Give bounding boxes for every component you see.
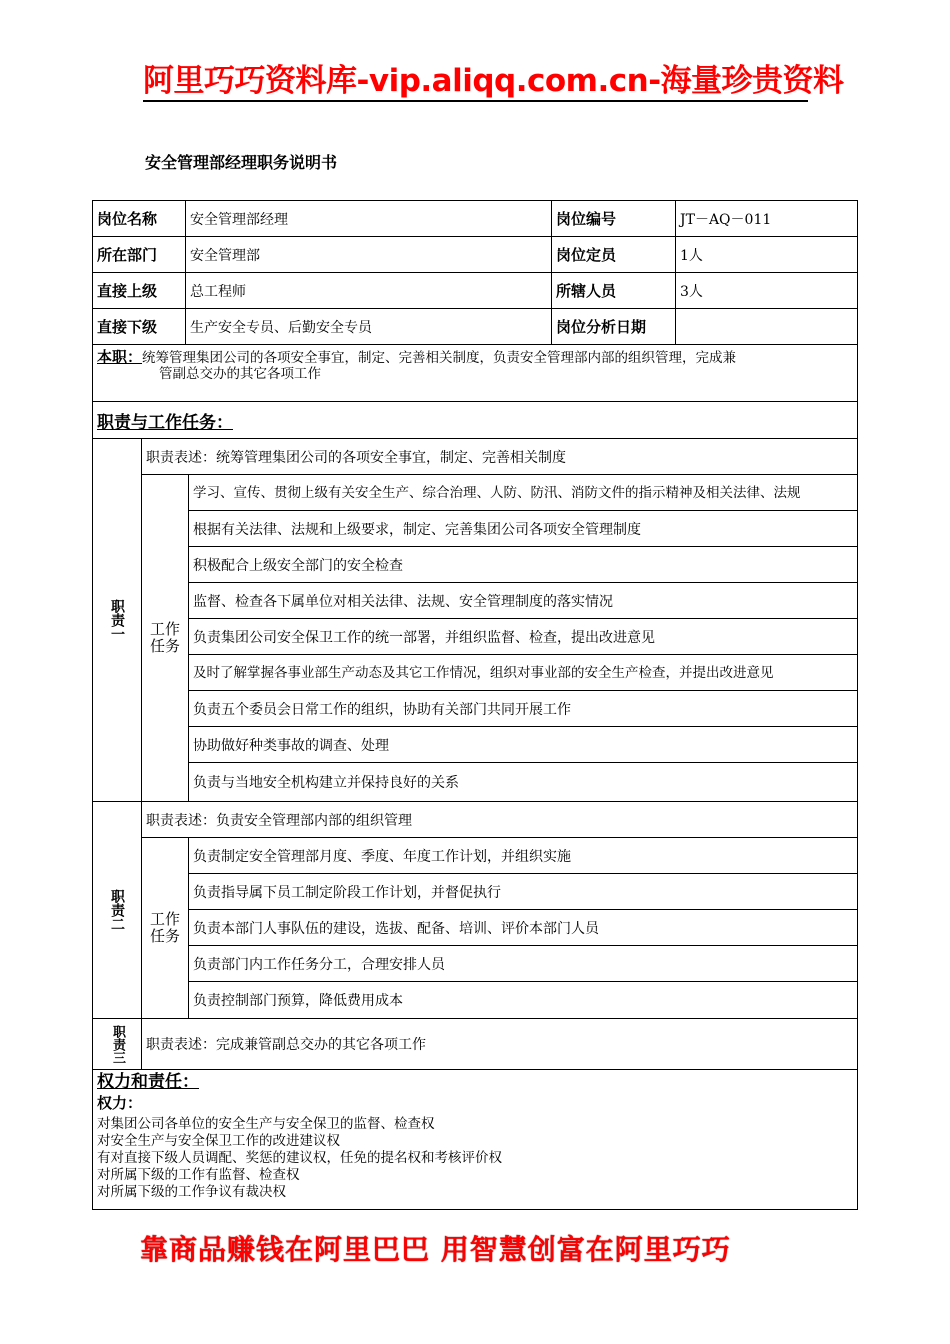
duty-1-task-label: 工作任务 — [141, 474, 189, 802]
duty-1-task: 学习、宣传、贯彻上级有关安全生产、综合治理、人防、防汛、消防文件的指示精神及相关法律、法规 — [188, 474, 858, 511]
power-item: 对安全生产与安全保卫工作的改进建议权 — [97, 1133, 340, 1149]
label-direct-superior: 直接上级 — [92, 272, 186, 309]
bottom-banner: 靠商品赚钱在阿里巴巴 用智慧创富在阿里巧巧 — [140, 1233, 731, 1266]
powers-list — [97, 1114, 857, 1201]
duty-2-task: 负责指导属下员工制定阶段工作计划，并督促执行 — [188, 873, 858, 910]
label-analysis-date: 岗位分析日期 — [551, 308, 676, 345]
value-direct-subordinates: 生产安全专员、后勤安全专员 — [185, 308, 552, 345]
power-item: 对所属下级的工作争议有裁决权 — [97, 1184, 286, 1200]
label-position-name: 岗位名称 — [92, 200, 186, 237]
value-analysis-date — [675, 308, 858, 345]
duty-2-label: 职责二 — [92, 801, 142, 1019]
duty-2-task-label: 工作任务 — [141, 837, 189, 1019]
label-direct-subordinates: 直接下级 — [92, 308, 186, 345]
duties-heading-row — [92, 401, 858, 439]
duty-1-task: 负责五个委员会日常工作的组织，协助有关部门共同开展工作 — [188, 690, 858, 727]
power-item: 有对直接下级人员调配、奖惩的建议权，任免的提名权和考核评价权 — [97, 1150, 502, 1166]
value-position-name: 安全管理部经理 — [185, 200, 552, 237]
label-position-code: 岗位编号 — [551, 200, 676, 237]
core-duty — [92, 344, 858, 402]
core-duty-text-2: 管副总交办的其它各项工作 — [159, 366, 321, 382]
top-banner: 阿里巧巧资料库-vip.aliqq.com.cn-海量珍贵资料 — [143, 63, 844, 99]
duty-1-label: 职责一 — [92, 438, 142, 802]
duties-heading: 职责与工作任务： — [97, 412, 233, 433]
duty-1-task: 根据有关法律、法规和上级要求，制定、完善集团公司各项安全管理制度 — [188, 510, 858, 547]
label-subordinates-count: 所辖人员 — [551, 272, 676, 309]
duty-1-task: 协助做好种类事故的调查、处理 — [188, 726, 858, 763]
duty-1-task: 负责集团公司安全保卫工作的统一部署，并组织监督、检查，提出改进意见 — [188, 618, 858, 655]
label-headcount: 岗位定员 — [551, 236, 676, 273]
value-position-code: JT－AQ－011 — [675, 200, 858, 237]
duty-2-task: 负责部门内工作任务分工，合理安排人员 — [188, 945, 858, 982]
powers-section — [92, 1069, 858, 1210]
duty-1-description: 职责表述：统筹管理集团公司的各项安全事宜，制定、完善相关制度 — [141, 438, 858, 475]
duty-2-task: 负责控制部门预算，降低费用成本 — [188, 981, 858, 1019]
duty-1-task: 负责与当地安全机构建立并保持良好的关系 — [188, 762, 858, 802]
power-item: 对所属下级的工作有监督、检查权 — [97, 1167, 300, 1183]
banner-underline — [143, 100, 808, 102]
duty-1-task: 积极配合上级安全部门的安全检查 — [188, 546, 858, 583]
duty-2-task: 负责本部门人事队伍的建设，选拔、配备、培训、评价本部门人员 — [188, 909, 858, 946]
powers-heading: 权力和责任： — [97, 1072, 199, 1092]
value-subordinates-count: 3人 — [675, 272, 858, 309]
value-department: 安全管理部 — [185, 236, 552, 273]
duty-1-task: 及时了解掌握各事业部生产动态及其它工作情况，组织对事业部的安全生产检查，并提出改进意见 — [188, 654, 858, 691]
core-duty-text-1: 统筹管理集团公司的各项安全事宜，制定、完善相关制度，负责安全管理部内部的组织管理，完成兼 — [142, 350, 737, 366]
document-title: 安全管理部经理职务说明书 — [145, 153, 338, 172]
duty-2-task: 负责制定安全管理部月度、季度、年度工作计划，并组织实施 — [188, 837, 858, 874]
value-direct-superior: 总工程师 — [185, 272, 552, 309]
core-duty-label: 本职： — [97, 348, 143, 366]
duty-2-description: 职责表述：负责安全管理部内部的组织管理 — [141, 801, 858, 838]
power-item: 对集团公司各单位的安全生产与安全保卫的监督、检查权 — [97, 1116, 435, 1132]
duty-3-label: 职责三 — [92, 1018, 142, 1070]
value-headcount: 1人 — [675, 236, 858, 273]
duty-1-task: 监督、检查各下属单位对相关法律、法规、安全管理制度的落实情况 — [188, 582, 858, 619]
label-department: 所在部门 — [92, 236, 186, 273]
powers-subheading: 权力： — [97, 1094, 143, 1112]
duty-3-description: 职责表述：完成兼管副总交办的其它各项工作 — [141, 1018, 858, 1070]
